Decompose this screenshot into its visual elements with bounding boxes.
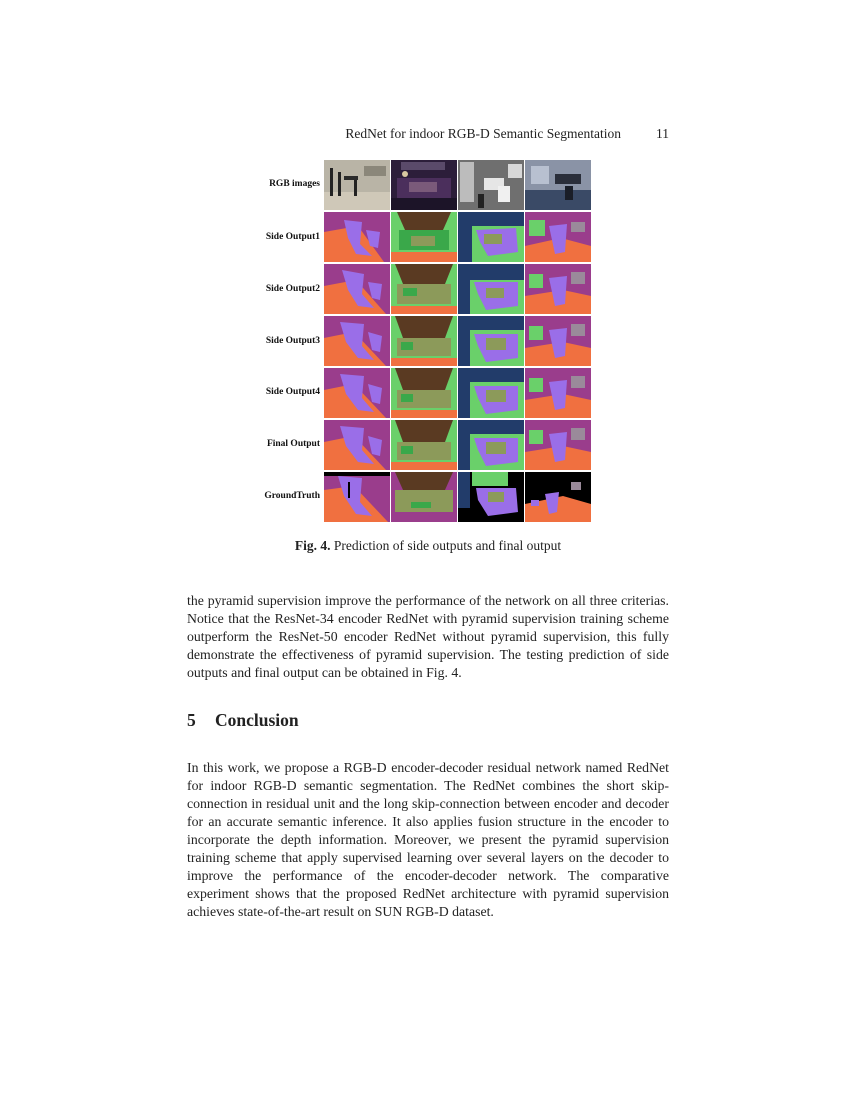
body-paragraph-1: the pyramid supervision improve the performance of the network on all three criterias. Notice that the ResNet-34 encoder RedNet with pyramid supervision training scheme outperform the ResNet-50 encoder RedNet without pyramid supervision, this fully demonstrate the effectiveness of pyramid supervision. The testing prediction of side outputs and final output can be obtained in Fig. 4. <box>187 593 669 680</box>
final-output-1 <box>324 420 390 470</box>
body-paragraph-2: In this work, we propose a RGB-D encoder-decoder residual network named RedNet for indoor RGB-D semantic segmentation. The RedNet combines the short skip-connection in residual unit and the long skip-connection between encoder and decoder for an accurate semantic inference. It also applies fusion structure in the encoder to incorporate the depth information. Moreover, we present the pyramid supervision training scheme that apply supervised learning over several layers on the decoder to improve the performance of the encoder-decoder network. The comparative experiment shows that the proposed RedNet architecture with pyramid supervision achieves state-of-the-art result on SUN RGB-D dataset. <box>187 760 669 919</box>
rgb-image-4 <box>525 160 591 210</box>
groundtruth-3 <box>458 472 524 522</box>
groundtruth-4 <box>525 472 591 522</box>
final-output-2 <box>391 420 457 470</box>
side-output3-2 <box>391 316 457 366</box>
side-output4-1 <box>324 368 390 418</box>
groundtruth-1 <box>324 472 390 522</box>
row-label-rgb-images: RGB images <box>269 179 320 189</box>
groundtruth-2 <box>391 472 457 522</box>
side-output2-3 <box>458 264 524 314</box>
row-label-side-output4: Side Output4 <box>265 387 320 397</box>
side-output4-2 <box>391 368 457 418</box>
final-output-4 <box>525 420 591 470</box>
section-title: Conclusion <box>215 710 299 730</box>
running-title: RedNet for indoor RGB-D Semantic Segmentation <box>345 126 621 141</box>
row-label-final-output: Final Output <box>266 439 320 449</box>
side-output3-4 <box>525 316 591 366</box>
figure-label: Fig. 4. <box>294 538 331 553</box>
side-output4-3 <box>458 368 524 418</box>
side-output1-3 <box>458 212 524 262</box>
rgb-image-3 <box>458 160 524 210</box>
section-number: 5 <box>187 710 196 730</box>
side-output2-2 <box>391 264 457 314</box>
row-label-side-output1: Side Output1 <box>265 232 320 242</box>
rgb-image-2 <box>391 160 457 210</box>
figure-caption-text: Prediction of side outputs and final output <box>330 538 562 553</box>
side-output1-1 <box>324 212 390 262</box>
section-heading <box>187 710 299 731</box>
running-header <box>187 126 669 144</box>
side-output2-4 <box>525 264 591 314</box>
figure-4 <box>260 160 600 522</box>
side-output1-2 <box>391 212 457 262</box>
side-output4-4 <box>525 368 591 418</box>
row-label-side-output3: Side Output3 <box>265 336 320 346</box>
row-label-side-output2: Side Output2 <box>265 284 320 294</box>
side-output2-1 <box>324 264 390 314</box>
row-label-groundtruth: GroundTruth <box>264 491 320 501</box>
side-output3-1 <box>324 316 390 366</box>
page-number: 11 <box>656 126 669 141</box>
side-output1-4 <box>525 212 591 262</box>
side-output3-3 <box>458 316 524 366</box>
rgb-image-1 <box>324 160 390 210</box>
final-output-3 <box>458 420 524 470</box>
figure-caption <box>187 538 669 554</box>
